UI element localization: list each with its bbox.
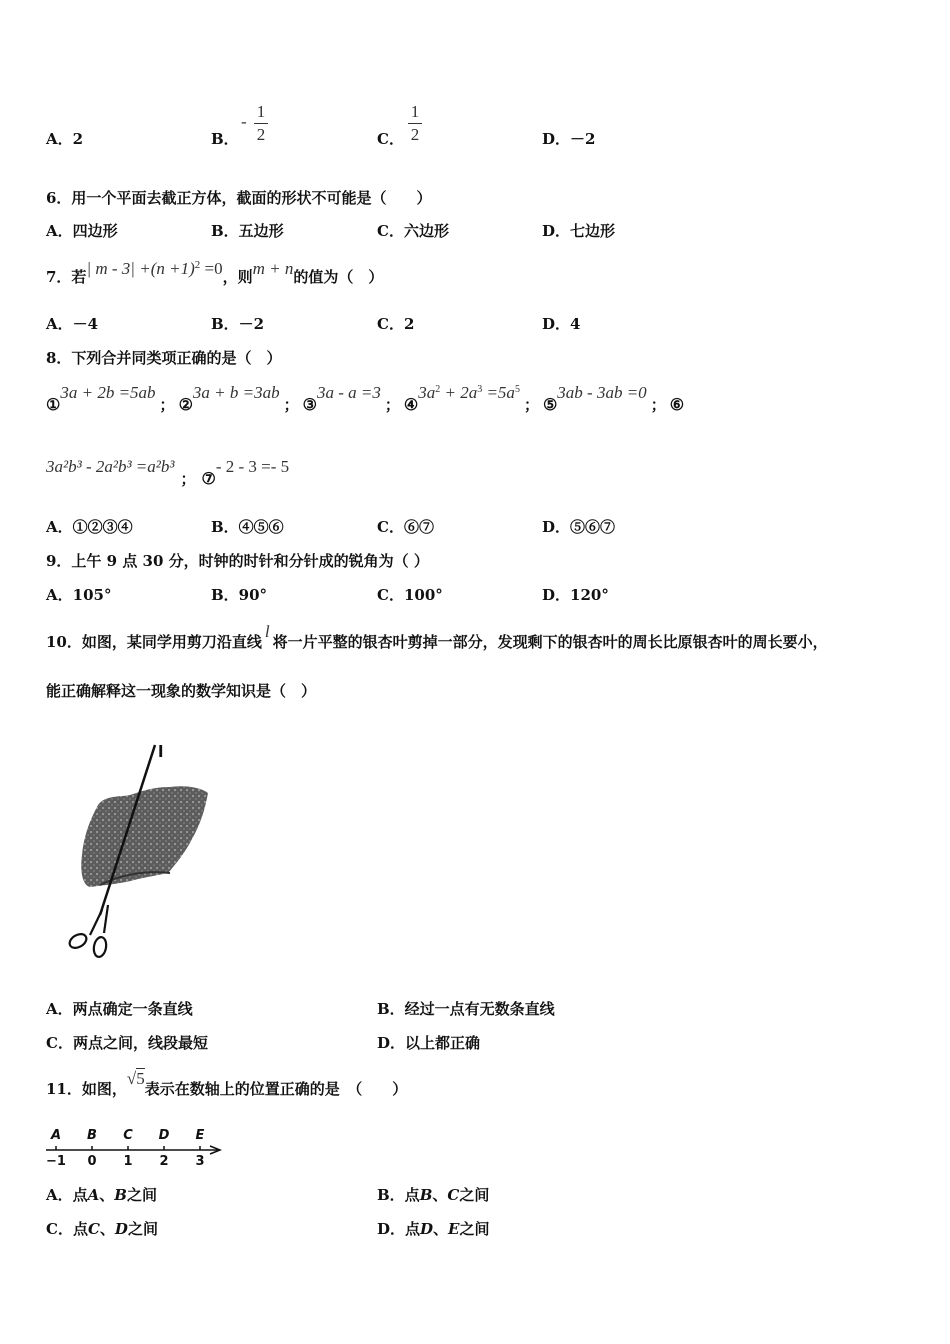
q8-item-2-expr: 3a + b =3ab: [192, 383, 280, 402]
q10-stem-b: 将一片平整的银杏叶剪掉一部分，发现剩下的银杏叶的周长比原银杏叶的周长要小，: [272, 633, 828, 651]
q8-item-7-expr: - 2 - 3 =- 5: [215, 457, 290, 476]
q5-c-denominator: 2: [410, 125, 420, 144]
q7-prefix: 7．若: [46, 268, 87, 286]
q11-b-mid: 、: [432, 1186, 448, 1204]
q5-c-numerator: 1: [410, 102, 420, 121]
axis-tick-label-2: 1: [123, 1154, 133, 1169]
q8-item-1-sep: ；: [159, 396, 175, 414]
figure-label-l: l: [158, 742, 164, 761]
axis-point-label-B: B: [87, 1128, 97, 1143]
q10-option-d[interactable]: D．以上都正确: [377, 1034, 481, 1052]
q11-c-p2: D: [114, 1220, 128, 1238]
q8-item-4-sep: ；: [523, 396, 539, 414]
q11-a-p1: A: [87, 1186, 100, 1204]
q8-item-3-sep: ；: [384, 396, 400, 414]
q7-option-d[interactable]: D．4: [542, 315, 581, 333]
q6-option-b[interactable]: B．五边形: [211, 222, 284, 240]
q8-item-5-sep: ；: [650, 396, 666, 414]
q8-items-line-1: [46, 382, 685, 414]
q10-var-l: l: [264, 622, 270, 641]
q11-d-p1: D: [420, 1220, 434, 1238]
q8-item-4-exp-b: 3: [477, 384, 483, 395]
q8-option-a[interactable]: A．①②③④: [46, 518, 133, 536]
q10-ginkgo-figure: [60, 735, 220, 965]
q5-option-b-fraction: [254, 102, 268, 145]
q11-c-post: 之间: [127, 1220, 158, 1238]
q6-option-d[interactable]: D．七边形: [542, 222, 616, 240]
q6-option-c[interactable]: C．六边形: [377, 222, 449, 240]
q7-expression-2: m + n: [252, 259, 294, 278]
q7-stem: [46, 258, 384, 286]
q11-option-a[interactable]: [46, 1184, 157, 1205]
q8-items-line-2: [46, 456, 290, 488]
q7-suffix: 的值为（ ）: [293, 268, 384, 286]
q11-stem: [46, 1069, 408, 1099]
q10-stem-line-2: 能正确解释这一现象的数学知识是（ ）: [46, 682, 317, 700]
q8-item-6-expr: 3a²b³ - 2a²b³ =a²b³: [46, 457, 175, 476]
axis-tick-label-1: 0: [87, 1154, 97, 1169]
q8-item-4-expr-b: + 2a: [440, 383, 478, 402]
q7-option-a[interactable]: A．－4: [46, 315, 99, 333]
axis-point-label-A: A: [50, 1128, 62, 1143]
q11-d-mid: 、: [433, 1220, 449, 1238]
q5-option-d[interactable]: D．－2: [542, 130, 596, 148]
axis-point-label-E: E: [195, 1128, 205, 1143]
q11-a-pre: A．点: [46, 1186, 88, 1204]
q7-exponent: 2: [194, 259, 201, 271]
q8-item-6-sep: ；: [180, 470, 196, 488]
q10-stem: [46, 622, 828, 652]
q5-b-denominator: 2: [256, 125, 266, 144]
q11-a-mid: 、: [99, 1186, 115, 1204]
q9-stem: 9．上午 9 点 30 分，时钟的时针和分针成的锐角为（ ）: [46, 552, 429, 570]
q8-item-6-mark: ⑥: [669, 395, 685, 414]
q10-option-c[interactable]: C．两点之间，线段最短: [46, 1034, 208, 1052]
q9-option-b[interactable]: B．90°: [211, 586, 268, 604]
q8-item-4-exp-a: 2: [435, 384, 441, 395]
q6-stem: 6．用一个平面去截正方体，截面的形状不可能是（ ）: [46, 189, 432, 207]
axis-point-label-C: C: [123, 1128, 133, 1143]
q5-b-numerator: 1: [256, 102, 266, 121]
q8-option-c[interactable]: C．⑥⑦: [377, 518, 434, 536]
axis-tick-label-4: 3: [195, 1154, 205, 1169]
q7-option-c[interactable]: C．2: [377, 315, 415, 333]
q11-b-p2: C: [447, 1186, 460, 1204]
q11-d-pre: D．点: [377, 1220, 421, 1238]
q9-option-d[interactable]: D．120°: [542, 586, 609, 604]
q8-item-3-mark: ③: [302, 395, 317, 414]
q11-c-p1: C: [87, 1220, 100, 1238]
q8-item-7-mark: ⑦: [201, 469, 216, 488]
q8-stem: 8．下列合并同类项正确的是（ ）: [46, 349, 282, 367]
q11-option-b[interactable]: [377, 1184, 489, 1205]
q7-option-b[interactable]: B．－2: [211, 315, 265, 333]
q11-number-line: [40, 1122, 230, 1172]
q11-b-post: 之间: [459, 1186, 490, 1204]
q11-d-p2: E: [448, 1220, 460, 1238]
q11-radicand: 5: [136, 1069, 145, 1088]
q8-item-4-expr-a: 3a: [418, 383, 436, 402]
q5-option-c[interactable]: C．: [377, 130, 404, 148]
q8-item-3-expr: 3a - a =3: [316, 383, 381, 402]
q11-option-c[interactable]: [46, 1218, 158, 1239]
q10-option-a[interactable]: A．两点确定一条直线: [46, 1000, 193, 1018]
q5-option-b[interactable]: B．: [211, 130, 239, 148]
q11-option-d[interactable]: [377, 1218, 490, 1239]
axis-tick-label-3: 2: [159, 1154, 169, 1169]
q11-stem-a: 11．如图，: [46, 1080, 127, 1098]
q8-item-2-mark: ②: [178, 395, 193, 414]
q11-sqrt5: [127, 1069, 145, 1088]
axis-point-label-D: D: [158, 1128, 170, 1143]
q9-option-c[interactable]: C．100°: [377, 586, 443, 604]
q10-option-b[interactable]: B．经过一点有无数条直线: [377, 1000, 555, 1018]
axis-tick-label-0: −1: [46, 1154, 66, 1169]
q11-a-post: 之间: [126, 1186, 157, 1204]
q10-stem-a: 10．如图，某同学用剪刀沿直线: [46, 633, 262, 651]
radical-sign-icon: √: [126, 1069, 137, 1088]
q11-c-mid: 、: [99, 1220, 115, 1238]
q5-option-b-sign: -: [241, 112, 247, 131]
q8-item-1-mark: ①: [46, 395, 61, 414]
q8-item-4-mark: ④: [403, 395, 419, 414]
q11-b-p1: B: [419, 1186, 433, 1204]
q11-a-p2: B: [114, 1186, 127, 1204]
q5-option-a[interactable]: A．2: [46, 130, 84, 148]
q8-option-b[interactable]: B．④⑤⑥: [211, 518, 284, 536]
q8-item-1-expr: 3a + 2b =5ab: [60, 383, 156, 402]
q6-option-a[interactable]: A．四边形: [46, 222, 118, 240]
q8-option-d[interactable]: D．⑤⑥⑦: [542, 518, 616, 536]
q7-mid: ，则: [222, 268, 253, 286]
q11-d-post: 之间: [459, 1220, 490, 1238]
q11-stem-b: 表示在数轴上的位置正确的是 （ ）: [144, 1080, 408, 1098]
q7-expression: | m - 3| +(n +1): [86, 259, 195, 278]
q8-item-4-expr-c: =5a: [482, 383, 515, 402]
q5-option-c-fraction: [408, 102, 422, 145]
q9-option-a[interactable]: A．105°: [46, 586, 112, 604]
q11-b-pre: B．点: [377, 1186, 420, 1204]
q8-item-5-expr: 3ab - 3ab =0: [557, 383, 647, 402]
q8-item-4-exp-c: 5: [514, 384, 520, 395]
q8-item-2-sep: ；: [283, 396, 299, 414]
q8-item-5-mark: ⑤: [542, 395, 558, 414]
q7-expression-tail: =0: [200, 259, 223, 278]
q11-c-pre: C．点: [46, 1220, 88, 1238]
